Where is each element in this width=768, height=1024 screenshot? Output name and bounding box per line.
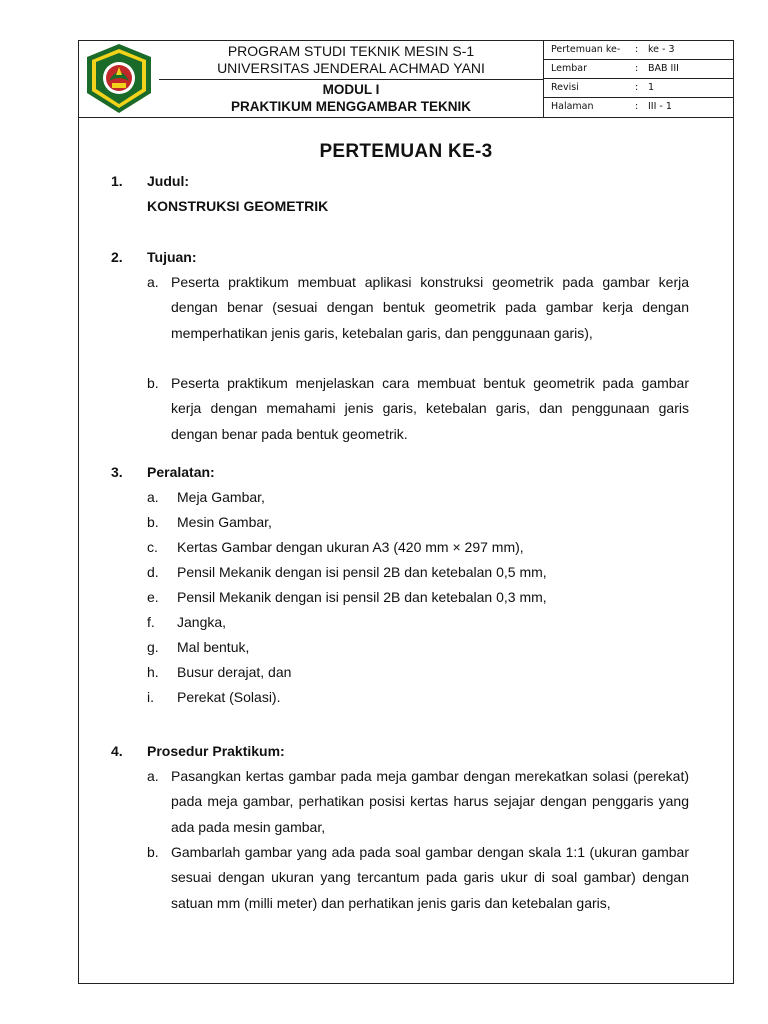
peralatan-item <box>147 539 524 555</box>
logo-cell <box>79 41 159 117</box>
item-marker: d. <box>147 564 159 580</box>
section-heading-judul: Judul: <box>147 173 189 189</box>
meta-colon: : <box>635 82 639 93</box>
meta-value: ke - 3 <box>648 44 675 55</box>
prosedur-item <box>147 840 689 916</box>
peralatan-item <box>147 489 265 505</box>
item-marker: a. <box>147 768 159 784</box>
item-marker: f. <box>147 614 155 630</box>
peralatan-item <box>147 664 291 680</box>
university-name: UNIVERSITAS JENDERAL ACHMAD YANI <box>217 60 485 76</box>
item-marker: h. <box>147 664 159 680</box>
meta-row-halaman <box>544 98 733 117</box>
item-text: Peserta praktikum membuat aplikasi konstruksi geometrik pada gambar kerja dengan benar (sesuai dengan bentuk geometrik pada gambar kerja dengan memperhatikan jenis garis, ketebalan garis, dan penggunaan garis), <box>171 274 689 341</box>
item-text: Jangka, <box>177 614 227 630</box>
item-text: Pensil Mekanik dengan isi pensil 2B dan ketebalan 0,5 mm, <box>177 564 547 580</box>
meta-colon: : <box>635 101 639 112</box>
judul-text: KONSTRUKSI GEOMETRIK <box>147 198 329 214</box>
peralatan-item <box>147 614 226 630</box>
peralatan-item <box>147 564 547 580</box>
module-label: MODUL I <box>322 82 380 97</box>
item-text: Pensil Mekanik dengan isi pensil 2B dan ketebalan 0,3 mm, <box>177 589 547 605</box>
section-number: 2. <box>111 249 123 265</box>
section-heading-peralatan: Peralatan: <box>147 464 215 480</box>
meta-label: Halaman <box>551 101 594 112</box>
page-title: PERTEMUAN KE-3 <box>319 141 493 162</box>
meta-value: III - 1 <box>648 101 672 112</box>
meta-colon: : <box>635 44 639 55</box>
item-marker: a. <box>147 274 159 290</box>
item-marker: b. <box>147 375 159 391</box>
peralatan-item <box>147 589 547 605</box>
title-cell <box>159 41 544 117</box>
item-text: Busur derajat, dan <box>177 664 292 680</box>
item-marker: b. <box>147 844 159 860</box>
item-text: Gambarlah gambar yang ada pada soal gambar dengan skala 1:1 (ukuran gambar sesuai dengan ukuran yang tercantum pada garis ukur di soal gambar) dengan satuan mm (milli meter) dan perhatikan jenis garis dan ketebalan garis, <box>171 844 689 911</box>
section-number: 1. <box>111 173 123 189</box>
item-text: Pasangkan kertas gambar pada meja gambar dengan merekatkan solasi (perekat) pada meja gambar, perhatikan posisi kertas harus sejajar dengan penggaris yang ada pada mesin gambar, <box>171 768 689 835</box>
meta-row-pertemuan <box>544 41 733 60</box>
program-name: PROGRAM STUDI TEKNIK MESIN S-1 <box>227 43 475 59</box>
module-title: PRAKTIKUM MENGGAMBAR TEKNIK <box>231 99 471 114</box>
meta-label: Lembar <box>551 63 587 74</box>
section-number: 3. <box>111 464 123 480</box>
peralatan-item <box>147 514 272 530</box>
meta-table <box>544 41 733 117</box>
meta-row-revisi <box>544 79 733 98</box>
peralatan-item <box>147 689 280 705</box>
tujuan-item <box>147 371 689 447</box>
institution-block <box>159 41 543 80</box>
meta-value: 1 <box>648 82 655 93</box>
meta-label: Pertemuan ke- <box>551 44 621 55</box>
meta-value: BAB III <box>648 63 679 74</box>
item-marker: c. <box>147 539 158 555</box>
item-marker: e. <box>147 589 159 605</box>
university-logo <box>79 41 159 117</box>
item-marker: g. <box>147 639 159 655</box>
item-text: Kertas Gambar dengan ukuran A3 (420 mm × 297 mm), <box>177 539 524 555</box>
prosedur-item <box>147 764 689 840</box>
peralatan-item <box>147 639 249 655</box>
document-frame <box>78 40 734 984</box>
module-block <box>159 79 543 117</box>
document-header <box>79 41 733 118</box>
item-text: Mesin Gambar, <box>177 514 272 530</box>
meta-label: Revisi <box>551 82 579 93</box>
item-text: Perekat (Solasi). <box>177 689 281 705</box>
item-text: Mal bentuk, <box>177 639 250 655</box>
tujuan-item <box>147 270 689 346</box>
item-text: Peserta praktikum menjelaskan cara membuat bentuk geometrik pada gambar kerja dengan memahami jenis garis, ketebalan garis, dan penggunaan garis dengan benar pada bentuk geometrik. <box>171 375 689 442</box>
section-heading-prosedur: Prosedur Praktikum: <box>147 743 285 759</box>
meta-row-lembar <box>544 60 733 79</box>
item-text: Meja Gambar, <box>177 489 265 505</box>
section-number: 4. <box>111 743 123 759</box>
meta-colon: : <box>635 63 639 74</box>
section-heading-tujuan: Tujuan: <box>147 249 197 265</box>
item-marker: a. <box>147 489 159 505</box>
item-marker: b. <box>147 514 159 530</box>
item-marker: i. <box>147 689 154 705</box>
